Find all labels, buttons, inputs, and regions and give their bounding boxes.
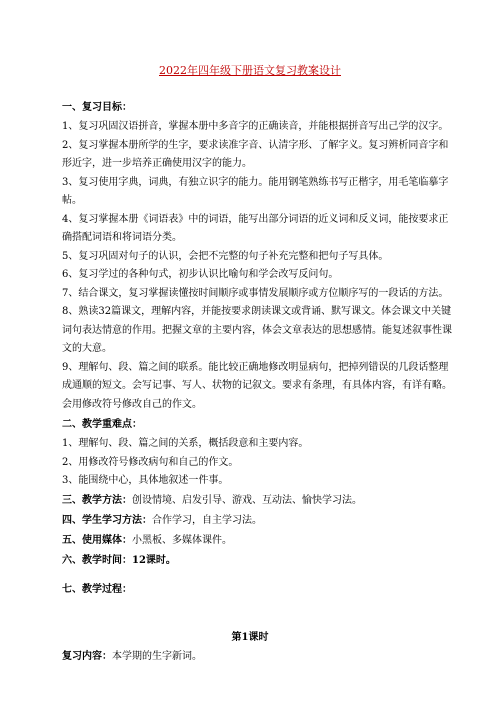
section-3-value: 创设情境、启发引导、游戏、互动法、愉快学习法。 <box>132 495 362 506</box>
s1-line: 2、复习掌握本册所学的生字，要求读准字音、认清字形、了解字义。复习辨析同音字和 <box>62 140 449 151</box>
s1-line: 1、复习巩固汉语拼音，掌握本册中多音字的正确读音，并能根据拼音写出己学的汉字。 <box>62 121 449 132</box>
s1-line: 5、复习巩固对句子的认识，会把不完整的句子补充完整和把句子写具体。 <box>62 251 389 262</box>
section-2-heading: 二、教学重难点： <box>62 419 142 430</box>
review-label: 复习内容： <box>62 651 112 662</box>
s1-line: 4、复习掌握本册《词语表》中的词语，能写出部分词语的近义词和反义词，能按要求正 <box>62 214 449 225</box>
s1-line: 形近字，进一步培养正确使用汉字的能力。 <box>62 158 252 169</box>
s1-line: 会用修改符号修改自己的作文。 <box>62 399 202 410</box>
s1-line: 帖。 <box>62 195 82 206</box>
document-title: 2022年四年级下册语文复习教案设计 <box>159 64 341 77</box>
section-4-label: 四、学生学习方法： <box>62 515 152 526</box>
section-6-label: 六、教学时间： <box>62 555 132 566</box>
section-6-value: 12课时。 <box>132 555 176 566</box>
s1-line: 8、熟读32篇课文，理解内容，并能按要求朗读课文或背诵、默写课文。体会课文中关键 <box>62 306 452 317</box>
section-5-label: 五、使用媒体： <box>62 535 132 546</box>
review-value: 本学期的生字新词。 <box>112 651 202 662</box>
s1-line: 9、理解句、段、篇之间的联系。能比较正确地修改明显病句，把掉列错误的几段话整理 <box>62 362 449 373</box>
s1-line: 文的大意。 <box>62 343 112 354</box>
section-5 <box>62 534 442 547</box>
section-4 <box>62 514 442 527</box>
s1-line: 词句表达情意的作用。把握文章的主要内容，体会文章表达的思想感情。能复述叙事性课 <box>62 325 452 336</box>
section-6 <box>62 554 442 567</box>
s2-line: 2、用修改符号修改病句和自己的作文。 <box>62 457 239 468</box>
s2-line: 1、理解句、段、篇之间的关系，概括段意和主要内容。 <box>62 438 309 449</box>
lesson-heading: 第1课时 <box>231 632 269 643</box>
review-content <box>62 650 442 663</box>
section-7-heading: 七、教学过程： <box>62 584 132 595</box>
s1-line: 3、复习使用字典，词典，有独立识字的能力。能用钢笔熟练书写正楷字，用毛笔临摹字 <box>62 177 449 188</box>
section-3 <box>62 494 442 507</box>
section-1-heading: 一、复习目标： <box>62 102 132 113</box>
s1-line: 6、复习学过的各种句式，初步认识比喻句和学会改写反问句。 <box>62 269 339 280</box>
s1-line: 成通顺的短文。会写记事、写人、状物的记叙文。要求有条理，有具体内容，有详有略。 <box>62 380 452 391</box>
s2-line: 3、能围绕中心，具体地叙述一件事。 <box>62 475 229 486</box>
section-4-value: 合作学习，自主学习法。 <box>152 515 262 526</box>
s1-line: 确搭配词语和将词语分类。 <box>62 232 182 243</box>
section-3-label: 三、教学方法： <box>62 495 132 506</box>
section-5-value: 小黑板、多媒体课件。 <box>132 535 232 546</box>
s1-line: 7、结合课文，复习掌握读懂按时间顺序或事情发展顺序或方位顺序写的一段话的方法。 <box>62 288 449 299</box>
